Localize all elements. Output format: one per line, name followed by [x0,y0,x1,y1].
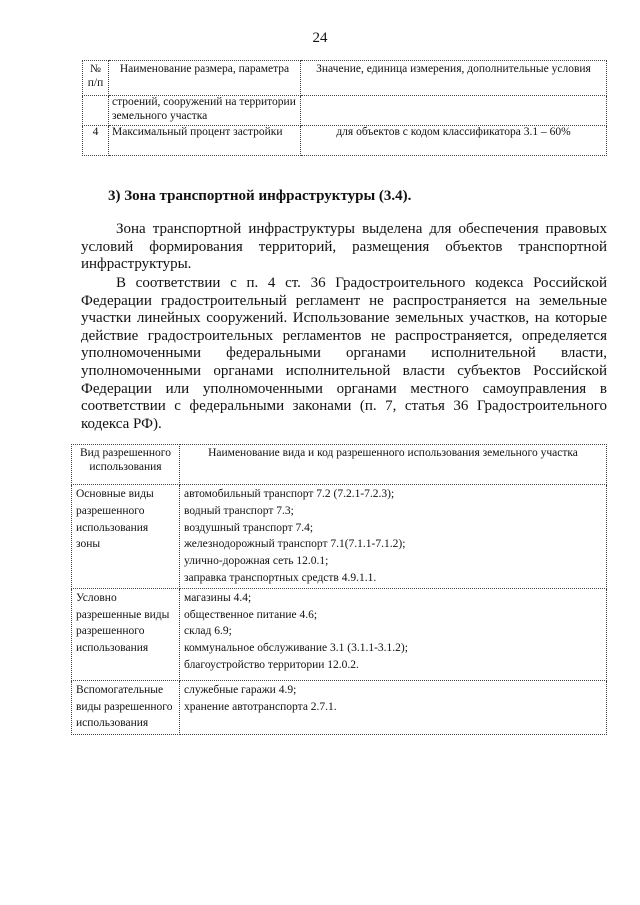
parameters-table [82,60,607,156]
table-row-conditional-uses [72,588,607,680]
use-kind-label: Вспомогательные виды разрешенного использования [72,680,180,734]
table-row-auxiliary-uses [72,680,607,734]
table-header-row [72,445,607,485]
table-row-main-uses [72,485,607,589]
list-item: заправка транспортных средств 4.9.1.1. [184,571,377,584]
column-header-value: Значение, единица измерения, дополнительные условия [301,61,607,96]
list-item: склад 6.9; [184,625,232,638]
paragraph-legal-basis: В соответствии с п. 4 ст. 36 Градостроительного кодекса Российской Федерации градостроительный регламент не распространяется на земельные участки линейных сооружений. Использование земельных участков, на которые действие градостроительных регламентов не распространяется, определяется уполномоченными федеральными органами исполнительной власти, уполномоченными органами исполнительной власти субъектов Российской Федерации или уполномоченными органами местного самоуправления в соответствии с федеральными законами (п. 7, статья 36 Градостроительного кодекса РФ). [81,275,607,432]
section-heading: 3) Зона транспортной инфраструктуры (3.4). [108,188,412,204]
permitted-use-table [71,444,607,735]
use-kind-label: Основные виды разрешенного использования зоны [72,485,180,589]
use-list [180,680,607,734]
list-item: железнодорожный транспорт 7.1(7.1.1-7.1.2); [184,538,406,551]
table-header-row [83,61,607,96]
parameter-value [301,96,607,126]
table-row [83,126,607,156]
column-header-use-name: Наименование вида и код разрешенного использования земельного участка [180,445,607,485]
parameter-name: Максимальный процент застройки [109,126,301,156]
list-item: водный транспорт 7.3; [184,504,294,517]
list-item: автомобильный транспорт 7.2 (7.2.1-7.2.3); [184,488,395,500]
list-item: улично-дорожная сеть 12.0.1; [184,555,329,568]
parameter-name: строений, сооружений на территории земельного участка [109,96,301,126]
row-number [83,96,109,126]
column-header-use-kind: Вид разрешенного использования [72,445,180,485]
list-item: хранение автотранспорта 2.7.1. [184,700,337,713]
use-list [180,485,607,589]
list-item: магазины 4.4; [184,591,252,604]
row-number: 4 [83,126,109,156]
parameter-value: для объектов с кодом классификатора 3.1 – 60% [301,126,607,156]
page-number: 24 [312,30,328,46]
paragraph-zone-purpose: Зона транспортной инфраструктуры выделена для обеспечения правовых условий формирования территорий, размещения объектов транспортной инфраструктуры. [81,221,607,273]
list-item: общественное питание 4.6; [184,608,318,621]
list-item: коммунальное обслуживание 3.1 (3.1.1-3.1.2); [184,642,408,655]
list-item: воздушный транспорт 7.4; [184,521,314,534]
use-list [180,588,607,680]
use-kind-label: Условно разрешенные виды разрешенного использования [72,588,180,680]
list-item: служебные гаражи 4.9; [184,683,297,696]
column-header-number: № п/п [83,61,109,96]
table-row [83,96,607,126]
column-header-parameter: Наименование размера, параметра [109,61,301,96]
list-item: благоустройство территории 12.0.2. [184,658,359,671]
